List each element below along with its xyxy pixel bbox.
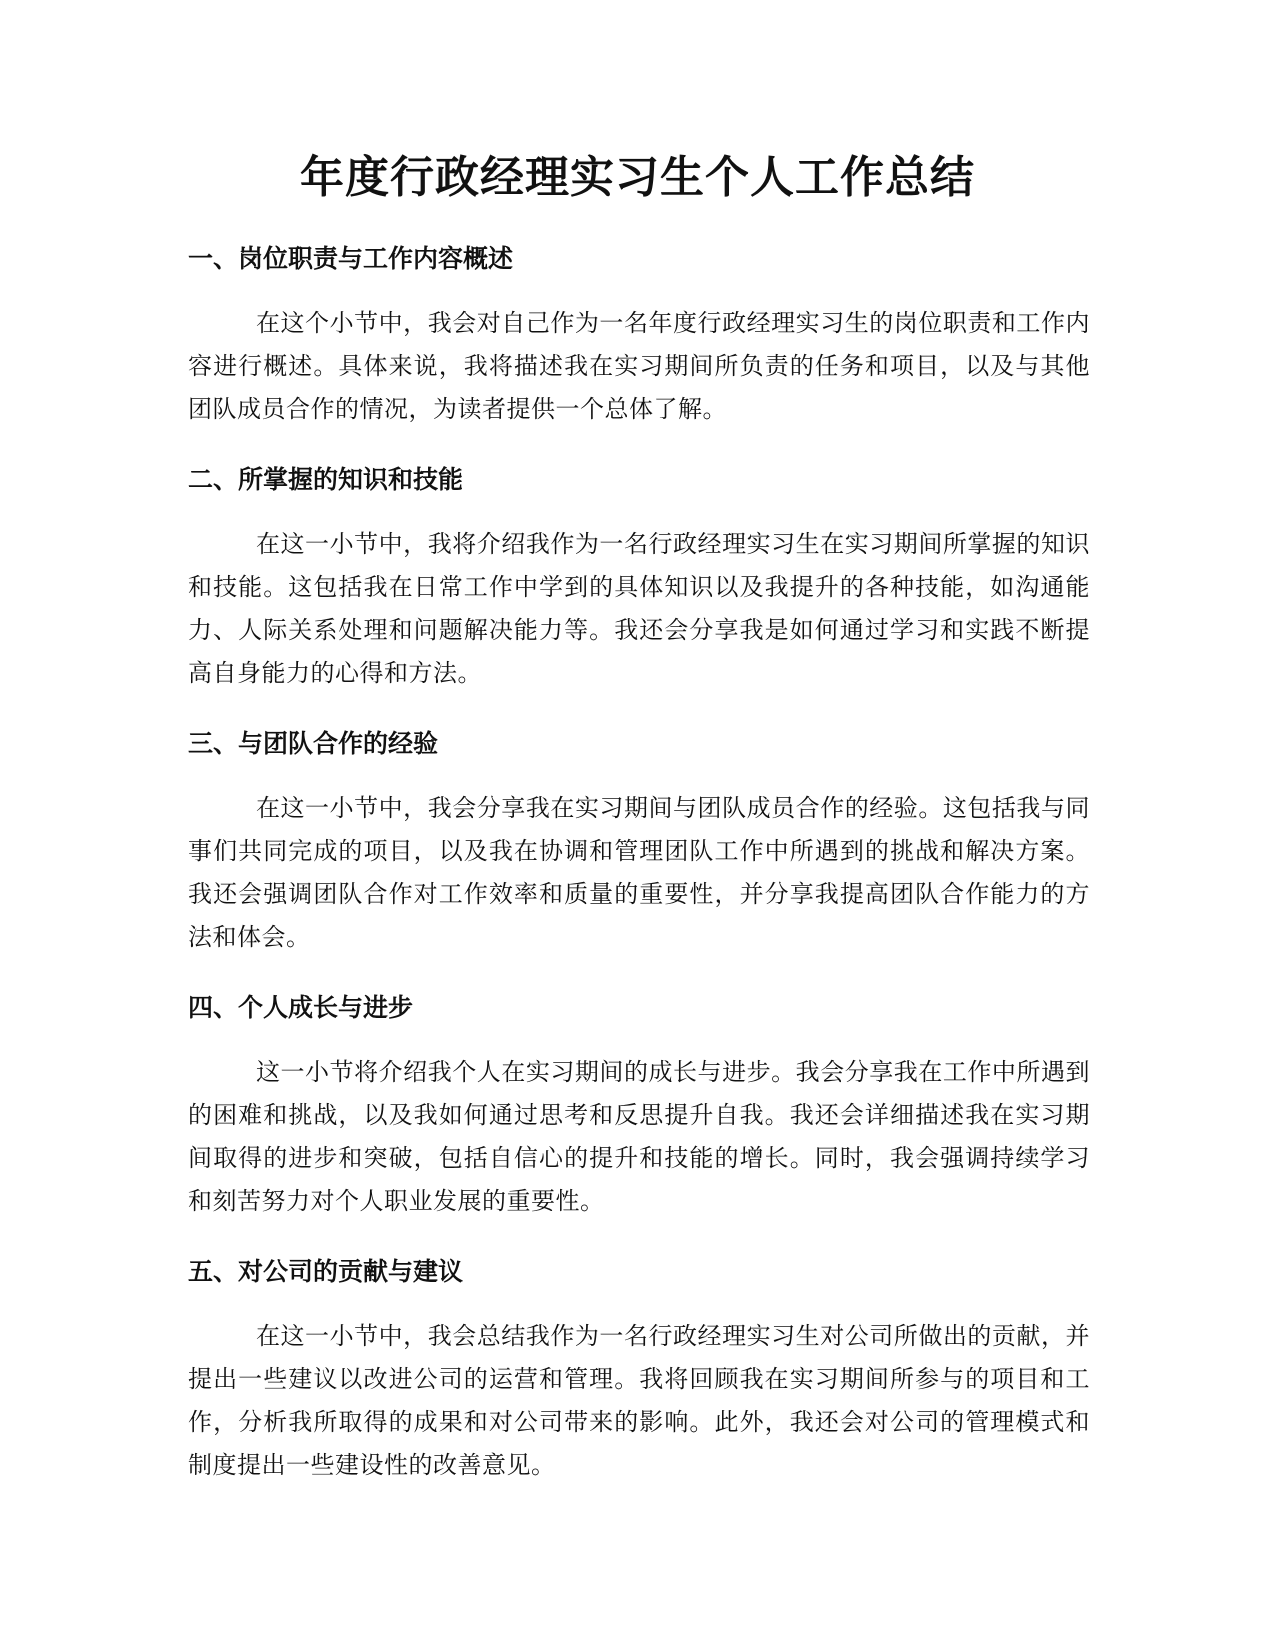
section-paragraph: 在这一小节中，我会分享我在实习期间与团队成员合作的经验。这包括我与同事们共同完成的项目，以及我在协调和管理团队工作中所遇到的挑战和解决方案。我还会强调团队合作对工作效率和质量的重要性，并分享我提高团队合作能力的方法和体会。 [188, 794, 1090, 951]
section-1 [188, 238, 1090, 431]
document-title: 年度行政经理实习生个人工作总结 [300, 152, 975, 203]
section-heading: 一、岗位职责与工作内容概述 [188, 244, 514, 273]
section-paragraph: 这一小节将介绍我个人在实习期间的成长与进步。我会分享我在工作中所遇到的困难和挑战，以及我如何通过思考和反思提升自我。我还会详细描述我在实习期间取得的进步和突破，包括自信心的提升和技能的增长。同时，我会强调持续学习和刻苦努力对个人职业发展的重要性。 [188, 1058, 1090, 1215]
section-heading: 二、所掌握的知识和技能 [188, 465, 464, 494]
section-heading: 四、个人成长与进步 [188, 993, 414, 1022]
section-paragraph: 在这一小节中，我将介绍我作为一名行政经理实习生在实习期间所掌握的知识和技能。这包括我在日常工作中学到的具体知识以及我提升的各种技能，如沟通能力、人际关系处理和问题解决能力等。我还会分享我是如何通过学习和实践不断提高自身能力的心得和方法。 [188, 530, 1090, 687]
section-4 [188, 987, 1090, 1223]
section-heading: 五、对公司的贡献与建议 [188, 1257, 464, 1286]
section-3 [188, 723, 1090, 959]
document-content [188, 238, 1090, 1515]
section-paragraph: 在这一小节中，我会总结我作为一名行政经理实习生对公司所做出的贡献，并提出一些建议以改进公司的运营和管理。我将回顾我在实习期间所参与的项目和工作，分析我所取得的成果和对公司带来的影响。此外，我还会对公司的管理模式和制度提出一些建设性的改善意见。 [188, 1322, 1090, 1479]
section-paragraph: 在这个小节中，我会对自己作为一名年度行政经理实习生的岗位职责和工作内容进行概述。具体来说，我将描述我在实习期间所负责的任务和项目，以及与其他团队成员合作的情况，为读者提供一个总体了解。 [188, 309, 1090, 423]
section-5 [188, 1251, 1090, 1487]
section-2 [188, 459, 1090, 695]
section-heading: 三、与团队合作的经验 [188, 729, 439, 758]
